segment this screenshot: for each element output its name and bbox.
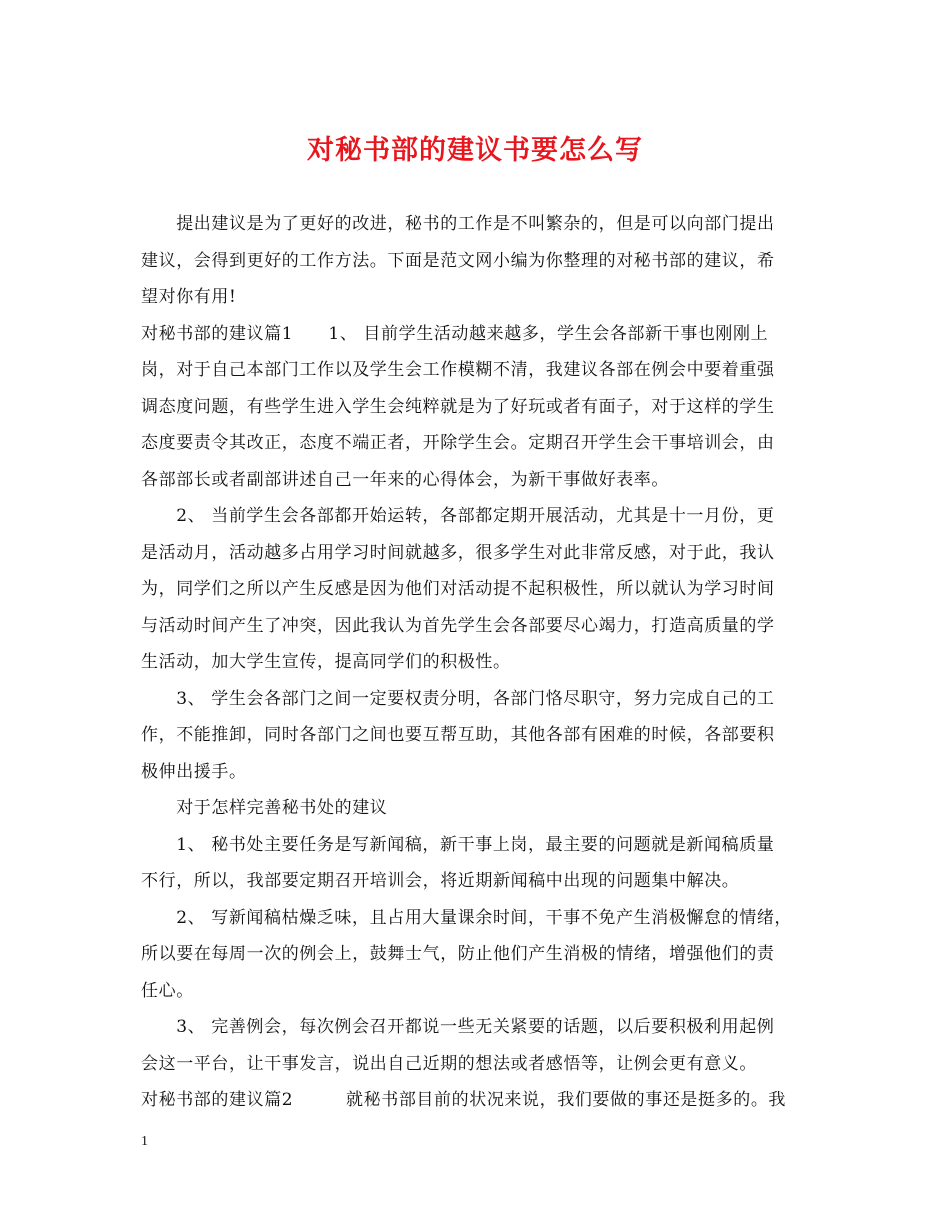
text-line: 1、 秘书处主要任务是写新闻稿，新干事上岗，最主要的问题就是新闻稿质量	[141, 834, 775, 855]
page-number: 1	[141, 1134, 148, 1149]
text-line: 为，同学们之所以产生反感是因为他们对活动提不起积极性，所以就认为学习时间	[141, 579, 775, 599]
text-line: 与活动时间产生了冲突，因此我认为首先学生会各部要尽心竭力，打造高质量的学	[141, 615, 775, 636]
document-body	[141, 206, 811, 1119]
text-line: 2、 当前学生会各部都开始运转，各部都定期开展活动，尤其是十一月份，更	[141, 506, 775, 526]
text-line: 对秘书部的建议篇1 1、 目前学生活动越来越多，学生会各部新干事也刚刚上	[141, 323, 769, 344]
document-title: 对秘书部的建议书要怎么写	[307, 135, 643, 166]
text-line: 所以要在每周一次的例会上，鼓舞士气，防止他们产生消极的情绪，增强他们的责	[141, 944, 775, 964]
text-line: 望对你有用!	[141, 287, 237, 307]
text-line: 对秘书部的建议篇2 就秘书部目前的状况来说，我们要做的事还是挺多的。我	[141, 1090, 787, 1110]
text-line: 调态度问题，有些学生进入学生会纯粹就是为了好玩或者有面子，对于这样的学生	[141, 396, 775, 417]
text-line: 会这一平台，让干事发言，说出自己近期的想法或者感悟等，让例会更有意义。	[141, 1053, 757, 1074]
text-line: 作，不能推卸，同时各部门之间也要互帮互助，其他各部有困难的时候，各部要积	[141, 725, 775, 745]
text-line: 生活动，加大学生宣传，提高同学们的积极性。	[141, 652, 511, 672]
text-line: 不行，所以，我部要定期召开培训会，将近期新闻稿中出现的问题集中解决。	[141, 871, 740, 891]
text-line: 是活动月，活动越多占用学习时间就越多，很多学生对此非常反感，对于此，我认	[141, 542, 775, 563]
text-line: 岗，对于自己本部门工作以及学生会工作模糊不清，我建议各部在例会中要着重强	[141, 360, 775, 380]
text-line: 对于怎样完善秘书处的建议	[141, 798, 388, 818]
text-line: 态度要责令其改正，态度不端正者，开除学生会。定期召开学生会干事培训会，由	[141, 433, 775, 453]
text-line: 极伸出援手。	[141, 761, 247, 782]
text-line: 2、 写新闻稿枯燥乏味，且占用大量课余时间，干事不免产生消极懈怠的情绪，	[141, 907, 793, 928]
text-line: 3、 学生会各部门之间一定要权责分明，各部门恪尽职守，努力完成自己的工	[141, 688, 775, 709]
text-line: 提出建议是为了更好的改进，秘书的工作是不叫繁杂的，但是可以向部门提出	[141, 214, 775, 234]
text-line: 各部部长或者副部讲述自己一年来的心得体会，为新干事做好表率。	[141, 469, 669, 490]
text-line: 任心。	[141, 980, 194, 1001]
text-line: 3、 完善例会，每次例会召开都说一些无关紧要的话题，以后要积极利用起例	[141, 1017, 775, 1037]
text-line: 建议，会得到更好的工作方法。下面是范文网小编为你整理的对秘书部的建议，希	[141, 250, 775, 271]
